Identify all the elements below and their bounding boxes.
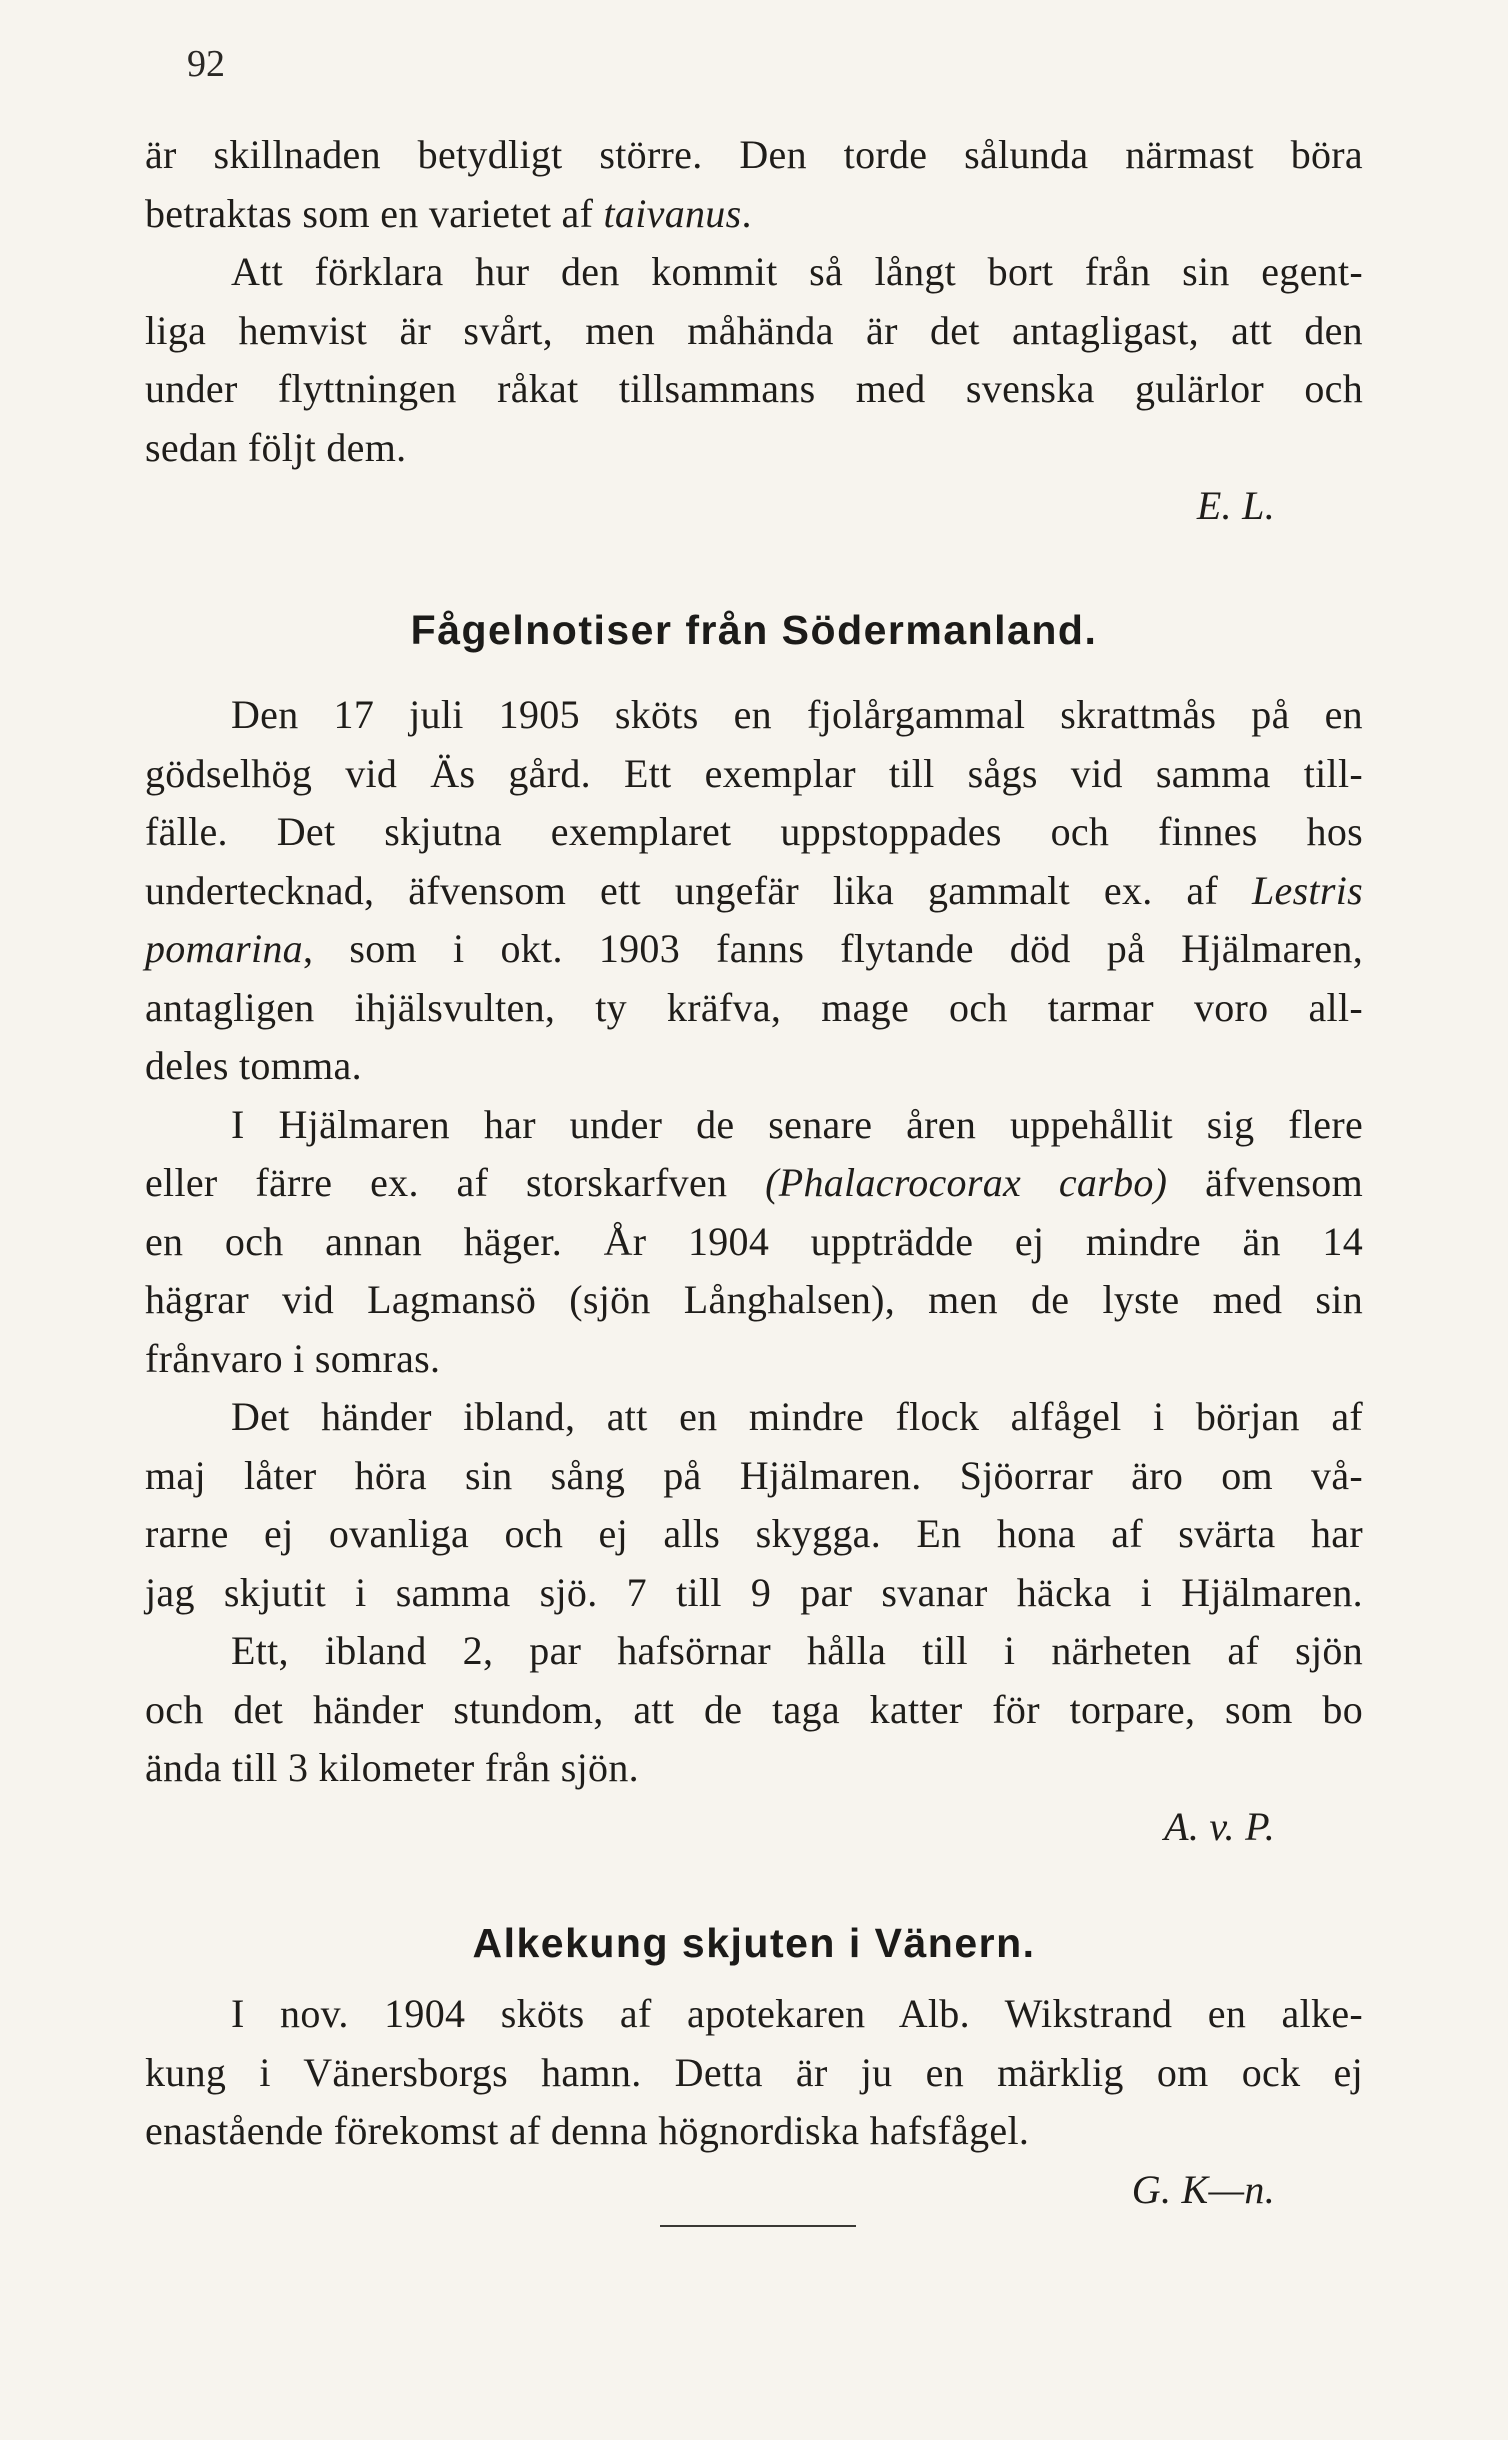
- signature: G. K—n.: [1131, 2166, 1275, 2212]
- text-line: en och annan häger. År 1904 uppträdde ej mindre än 14: [145, 1218, 1363, 1264]
- end-rule: [660, 2225, 856, 2227]
- section-heading: Alkekung skjuten i Vänern.: [472, 1920, 1036, 1966]
- text-line: och det händer stundom, att de taga katter för torpare, som bo: [145, 1686, 1363, 1732]
- text-line: deles tomma.: [145, 1043, 362, 1088]
- text-line: kung i Vänersborgs hamn. Detta är ju en märklig om ock ej: [145, 2049, 1363, 2095]
- text-line: Att förklara hur den kommit så långt bort från sin egent-: [231, 249, 1363, 294]
- text-line: undertecknad, äfvensom ett ungefär lika gammalt ex. af Lestris: [145, 867, 1363, 913]
- page-number: 92: [187, 43, 225, 85]
- text-line: pomarina, som i okt. 1903 fanns flytande död på Hjälmaren,: [145, 926, 1363, 971]
- text-line: maj låter höra sin sång på Hjälmaren. Sjöorrar äro om vå-: [145, 1452, 1363, 1498]
- signature: A. v. P.: [1164, 1803, 1275, 1849]
- text-line: liga hemvist är svårt, men måhända är det antagligast, att den: [145, 307, 1363, 353]
- text-line: I Hjälmaren har under de senare åren uppehållit sig flere: [231, 1101, 1363, 1147]
- text-line: enastående förekomst af denna högnordiska hafsfågel.: [145, 2108, 1030, 2153]
- text-line: jag skjutit i samma sjö. 7 till 9 par svanar häcka i Hjälmaren.: [145, 1569, 1363, 1615]
- text-line: under flyttningen råkat tillsammans med svenska gulärlor och: [145, 366, 1363, 411]
- text-line: hägrar vid Lagmansö (sjön Långhalsen), men de lyste med sin: [145, 1277, 1363, 1322]
- section-body: [145, 1985, 1363, 2219]
- section-body: [145, 686, 1363, 1856]
- text-line: Det händer ibland, att en mindre flock alfågel i början af: [231, 1394, 1363, 1439]
- text-line: är skillnaden betydligt större. Den torde sålunda närmast böra: [145, 132, 1363, 177]
- text-line: eller färre ex. af storskarfven (Phalacrocorax carbo) äfvensom: [145, 1160, 1363, 1205]
- text-line: I nov. 1904 sköts af apotekaren Alb. Wikstrand en alke-: [231, 1991, 1363, 2036]
- text-line: Den 17 juli 1905 sköts en fjolårgammal skrattmås på en: [231, 692, 1363, 737]
- text-line: frånvaro i somras.: [145, 1335, 441, 1381]
- signature: E. L.: [1196, 483, 1275, 528]
- text-line: betraktas som en varietet af taivanus.: [145, 190, 752, 236]
- text-line: Ett, ibland 2, par hafsörnar hålla till i närheten af sjön: [231, 1628, 1363, 1673]
- text-line: sedan följt dem.: [145, 424, 407, 470]
- continuation-paragraph: [145, 126, 1363, 536]
- text-line: ända till 3 kilometer från sjön.: [145, 1745, 639, 1790]
- text-line: fälle. Det skjutna exemplaret uppstoppades och finnes hos: [145, 809, 1363, 854]
- text-line: gödselhög vid Äs gård. Ett exemplar till sågs vid samma till-: [145, 750, 1363, 796]
- text-line: antagligen ihjälsvulten, ty kräfva, mage och tarmar voro all-: [145, 984, 1363, 1030]
- text-line: rarne ej ovanliga och ej alls skygga. En hona af svärta har: [145, 1511, 1363, 1556]
- section-heading: Fågelnotiser från Södermanland.: [410, 607, 1098, 653]
